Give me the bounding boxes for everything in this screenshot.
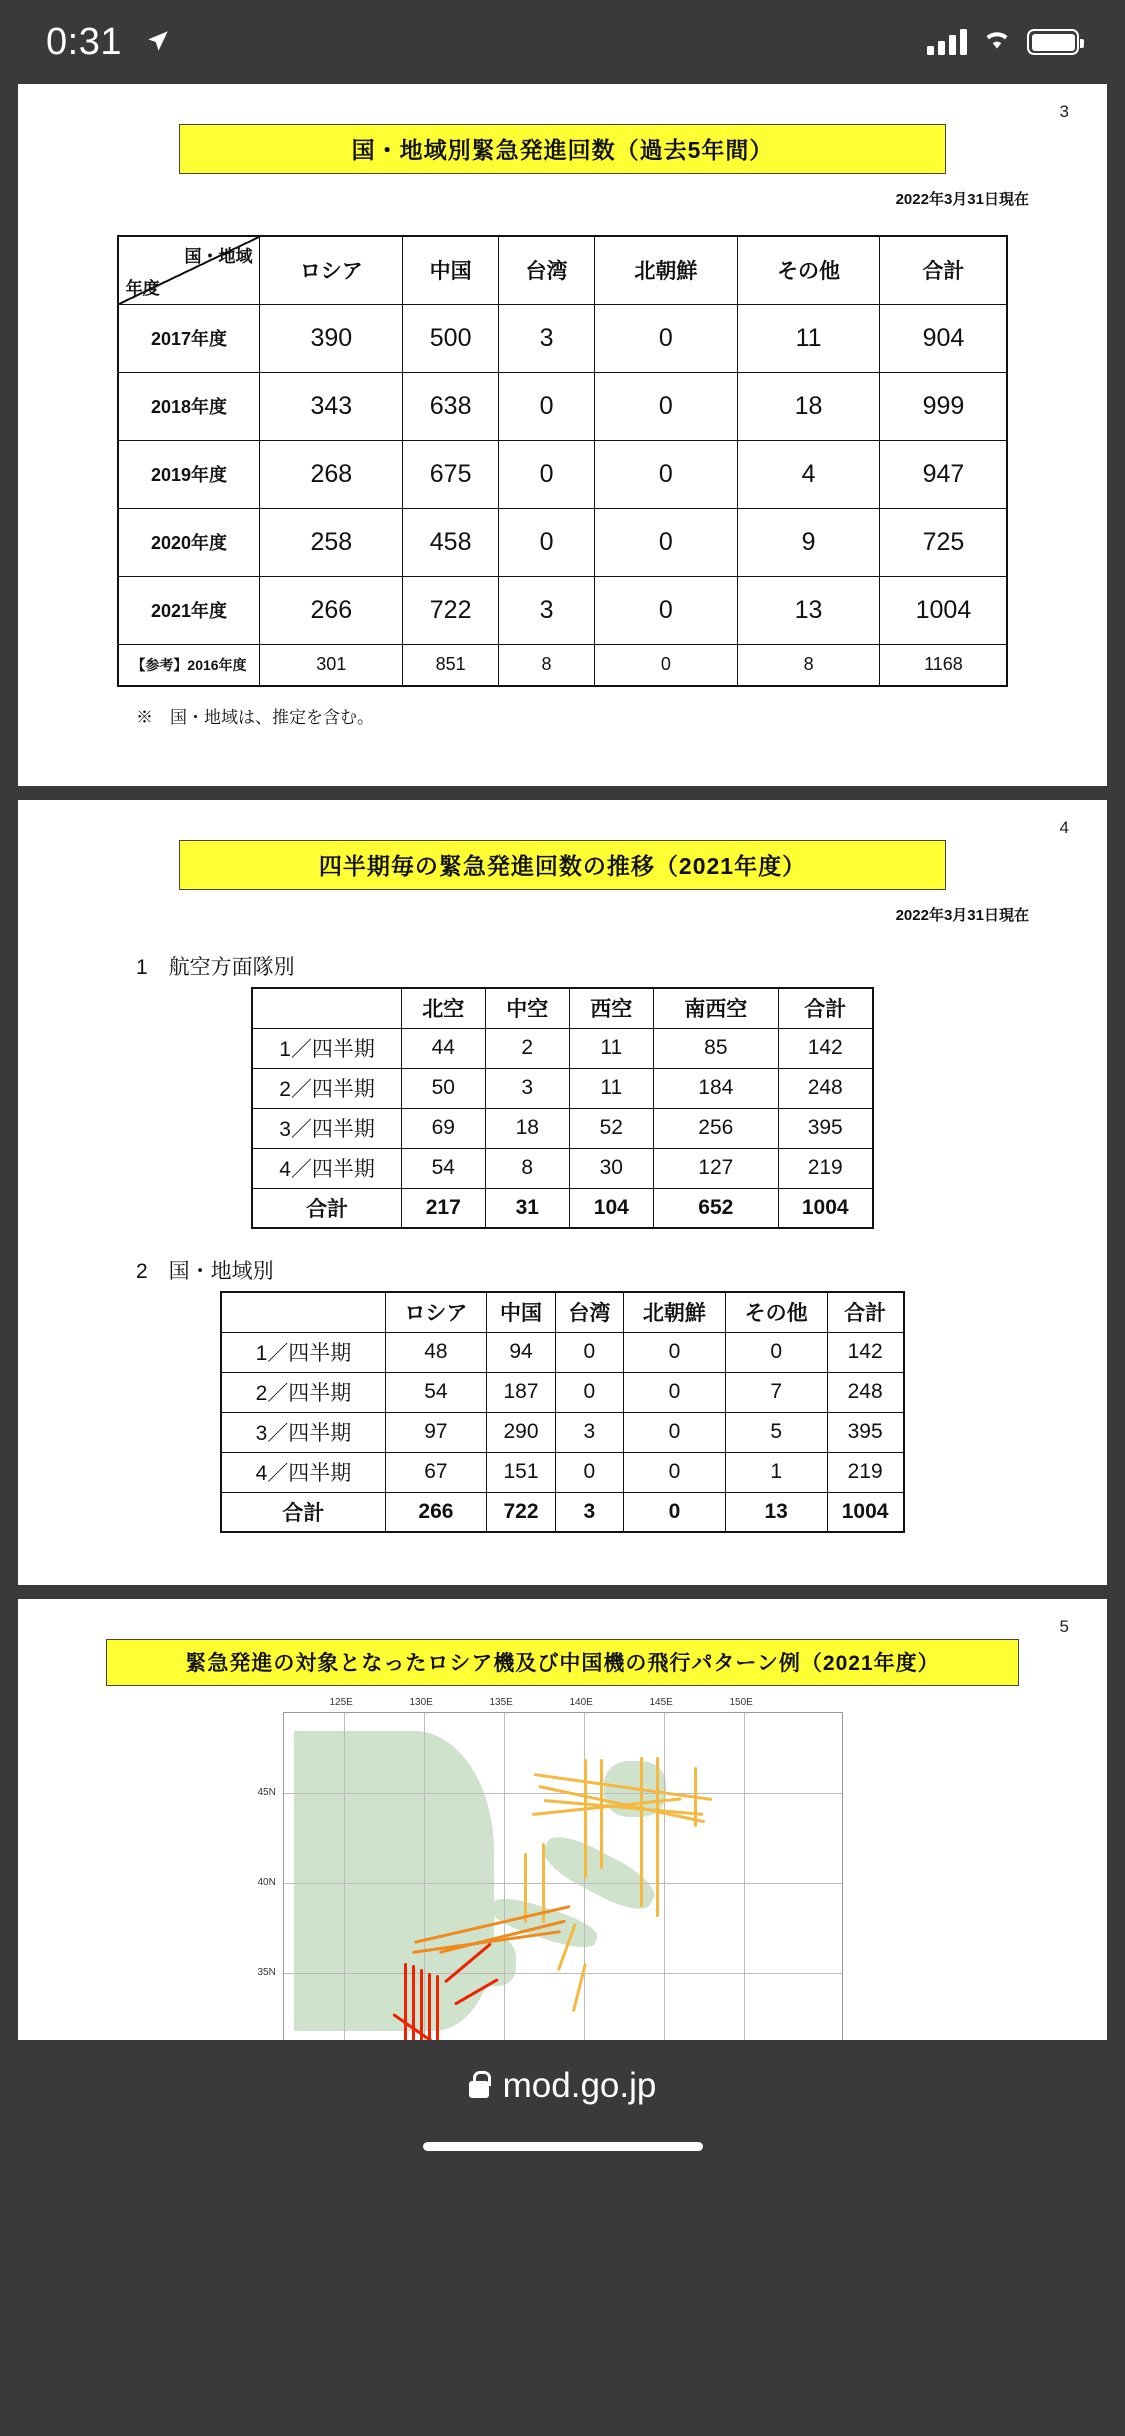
row-label: 2／四半期 — [252, 1068, 401, 1108]
cell: 1004 — [827, 1492, 904, 1532]
flight-track-russia — [640, 1757, 643, 1907]
cell: 343 — [260, 372, 403, 440]
status-time — [46, 21, 171, 64]
cell: 217 — [401, 1188, 485, 1228]
table-total-row — [252, 1188, 872, 1228]
quarterly-by-country-table — [220, 1291, 904, 1533]
pdf-pages — [0, 84, 1125, 2190]
cell: 52 — [569, 1108, 653, 1148]
cell: 219 — [778, 1148, 872, 1188]
table-header-row — [252, 988, 872, 1028]
table-note: ※ 国・地域は、推定を含む。 — [136, 708, 374, 727]
cell: 50 — [401, 1068, 485, 1108]
col-header: 北空 — [401, 988, 485, 1028]
cell: 395 — [778, 1108, 872, 1148]
row-label: 4／四半期 — [252, 1148, 401, 1188]
flight-track-russia — [584, 1759, 587, 1879]
cell: 3 — [555, 1492, 623, 1532]
cell: 458 — [403, 508, 499, 576]
cell: 184 — [653, 1068, 778, 1108]
cell: 0 — [594, 644, 737, 686]
row-label: 合計 — [252, 1188, 401, 1228]
address-bar[interactable] — [469, 2066, 657, 2106]
status-bar — [0, 0, 1125, 84]
cell: 11 — [569, 1028, 653, 1068]
cell: 256 — [653, 1108, 778, 1148]
cell: 395 — [827, 1412, 904, 1452]
col-header: 台湾 — [499, 236, 595, 304]
cell: 18 — [737, 372, 880, 440]
page-title: 国・地域別緊急発進回数（過去5年間） — [179, 124, 946, 174]
table-row — [118, 576, 1008, 644]
cell: 5 — [725, 1412, 827, 1452]
cell: 0 — [624, 1452, 726, 1492]
cell: 7 — [725, 1372, 827, 1412]
cell: 851 — [403, 644, 499, 686]
cell: 0 — [624, 1372, 726, 1412]
cell: 2 — [485, 1028, 569, 1068]
cell: 268 — [260, 440, 403, 508]
corner-label-country: 国・地域 — [184, 247, 253, 266]
col-header: 中国 — [403, 236, 499, 304]
table-row — [118, 508, 1008, 576]
web-page-viewport[interactable] — [0, 84, 1125, 2190]
status-indicators — [927, 28, 1079, 57]
cell: 500 — [403, 304, 499, 372]
table-row — [252, 1108, 872, 1148]
table-corner-cell — [252, 988, 401, 1028]
cell: 638 — [403, 372, 499, 440]
cell: 8 — [737, 644, 880, 686]
table-row — [252, 1068, 872, 1108]
cell: 266 — [260, 576, 403, 644]
table-row — [118, 440, 1008, 508]
cell: 127 — [653, 1148, 778, 1188]
map-lon-label: 130E — [409, 1697, 433, 1708]
cell: 54 — [401, 1148, 485, 1188]
cell: 248 — [778, 1068, 872, 1108]
row-label: 4／四半期 — [221, 1452, 385, 1492]
row-label: 1／四半期 — [221, 1332, 385, 1372]
cellular-bars-icon — [927, 29, 967, 55]
section-2-label: 2 国・地域別 — [136, 1260, 274, 1283]
cell: 0 — [499, 440, 595, 508]
cell: 0 — [594, 372, 737, 440]
table-total-row — [221, 1492, 903, 1532]
cell: 31 — [485, 1188, 569, 1228]
corner-label-year: 年度 — [125, 278, 160, 298]
cell: 3 — [555, 1412, 623, 1452]
row-label: 2017年度 — [118, 304, 260, 372]
row-label: 【参考】2016年度 — [118, 644, 260, 686]
table-row — [221, 1372, 903, 1412]
cell: 48 — [385, 1332, 487, 1372]
flight-track-russia — [694, 1767, 697, 1827]
row-label: 2／四半期 — [221, 1372, 385, 1412]
col-header: 中空 — [485, 988, 569, 1028]
cell: 11 — [737, 304, 880, 372]
col-header: 西空 — [569, 988, 653, 1028]
map-lat-label: 40N — [257, 1877, 276, 1888]
cell: 94 — [487, 1332, 555, 1372]
map-gridline — [284, 1883, 842, 1884]
cell: 675 — [403, 440, 499, 508]
row-label: 2020年度 — [118, 508, 260, 576]
row-label: 3／四半期 — [221, 1412, 385, 1452]
as-of-date: 2022年3月31日現在 — [895, 907, 1029, 924]
pdf-page-4 — [18, 800, 1107, 1585]
cell: 3 — [499, 576, 595, 644]
page-number: 5 — [1059, 1617, 1069, 1636]
col-header: ロシア — [385, 1292, 487, 1332]
cell: 266 — [385, 1492, 487, 1532]
col-header: 南西空 — [653, 988, 778, 1028]
map-lon-label: 150E — [729, 1697, 753, 1708]
cell: 13 — [737, 576, 880, 644]
cell: 0 — [624, 1412, 726, 1452]
cell: 54 — [385, 1372, 487, 1412]
cell: 0 — [555, 1372, 623, 1412]
location-arrow-icon — [145, 21, 171, 64]
cell: 142 — [827, 1332, 904, 1372]
col-header: 合計 — [778, 988, 872, 1028]
col-header: ロシア — [260, 236, 403, 304]
cell: 0 — [594, 440, 737, 508]
status-time-label: 0:31 — [46, 20, 122, 63]
cell: 0 — [624, 1332, 726, 1372]
page-number: 3 — [1059, 102, 1069, 121]
cell: 652 — [653, 1188, 778, 1228]
row-label: 合計 — [221, 1492, 385, 1532]
pdf-page-3 — [18, 84, 1107, 786]
table-corner-cell — [221, 1292, 385, 1332]
cell: 1168 — [880, 644, 1007, 686]
row-label: 1／四半期 — [252, 1028, 401, 1068]
col-header: 合計 — [827, 1292, 904, 1332]
flight-track-russia — [656, 1757, 659, 1917]
cell: 97 — [385, 1412, 487, 1452]
cell: 0 — [624, 1492, 726, 1532]
cell: 248 — [827, 1372, 904, 1412]
cell: 44 — [401, 1028, 485, 1068]
map-lon-label: 125E — [329, 1697, 353, 1708]
table-header-row — [118, 236, 1008, 304]
cell: 187 — [487, 1372, 555, 1412]
as-of-date: 2022年3月31日現在 — [895, 191, 1029, 208]
row-label: 2019年度 — [118, 440, 260, 508]
row-label: 2021年度 — [118, 576, 260, 644]
section-1-label: 1 航空方面隊別 — [136, 956, 295, 979]
cell: 722 — [403, 576, 499, 644]
cell: 67 — [385, 1452, 487, 1492]
cell: 0 — [555, 1332, 623, 1372]
cell: 0 — [594, 576, 737, 644]
cell: 999 — [880, 372, 1007, 440]
col-header: 台湾 — [555, 1292, 623, 1332]
lock-icon — [469, 2081, 489, 2098]
map-lon-label: 135E — [489, 1697, 513, 1708]
flight-track-russia — [600, 1759, 603, 1869]
cell: 1004 — [880, 576, 1007, 644]
page-title: 緊急発進の対象となったロシア機及び中国機の飛行パターン例（2021年度） — [106, 1639, 1019, 1686]
cell: 0 — [725, 1332, 827, 1372]
table-reference-row — [118, 644, 1008, 686]
col-header: 合計 — [880, 236, 1007, 304]
table-row — [252, 1148, 872, 1188]
cell: 0 — [594, 304, 737, 372]
url-label: mod.go.jp — [502, 2066, 657, 2105]
home-indicator[interactable] — [423, 2142, 703, 2151]
cell: 11 — [569, 1068, 653, 1108]
cell: 725 — [880, 508, 1007, 576]
cell: 104 — [569, 1188, 653, 1228]
cell: 0 — [499, 508, 595, 576]
cell: 142 — [778, 1028, 872, 1068]
cell: 151 — [487, 1452, 555, 1492]
map-lat-label: 45N — [257, 1787, 276, 1798]
cell: 0 — [555, 1452, 623, 1492]
table-row — [118, 304, 1008, 372]
map-lon-label: 140E — [569, 1697, 593, 1708]
cell: 85 — [653, 1028, 778, 1068]
map-lon-label: 145E — [649, 1697, 673, 1708]
cell: 1004 — [778, 1188, 872, 1228]
page-number: 4 — [1059, 818, 1069, 837]
cell: 18 — [485, 1108, 569, 1148]
col-header: 北朝鮮 — [624, 1292, 726, 1332]
cell: 904 — [880, 304, 1007, 372]
table-corner-cell — [118, 236, 260, 304]
table-row — [221, 1452, 903, 1492]
table-row — [252, 1028, 872, 1068]
cell: 13 — [725, 1492, 827, 1532]
col-header: 中国 — [487, 1292, 555, 1332]
page-title: 四半期毎の緊急発進回数の推移（2021年度） — [179, 840, 946, 890]
cell: 0 — [594, 508, 737, 576]
cell: 69 — [401, 1108, 485, 1148]
scramble-by-country-table — [117, 235, 1009, 687]
cell: 3 — [485, 1068, 569, 1108]
battery-icon — [1027, 29, 1079, 55]
table-row — [118, 372, 1008, 440]
flight-track-russia — [524, 1853, 527, 1923]
cell: 290 — [487, 1412, 555, 1452]
browser-bottom-bar — [0, 2040, 1125, 2190]
cell: 390 — [260, 304, 403, 372]
cell: 8 — [485, 1148, 569, 1188]
col-header: その他 — [725, 1292, 827, 1332]
table-row — [221, 1412, 903, 1452]
cell: 4 — [737, 440, 880, 508]
col-header: 北朝鮮 — [594, 236, 737, 304]
map-gridline — [284, 1973, 842, 1974]
cell: 8 — [499, 644, 595, 686]
cell: 9 — [737, 508, 880, 576]
table-header-row — [221, 1292, 903, 1332]
cell: 722 — [487, 1492, 555, 1532]
cell: 3 — [499, 304, 595, 372]
col-header: その他 — [737, 236, 880, 304]
cell: 219 — [827, 1452, 904, 1492]
wifi-icon — [981, 28, 1013, 57]
cell: 301 — [260, 644, 403, 686]
table-row — [221, 1332, 903, 1372]
quarterly-by-air-defense-force-table — [251, 987, 873, 1229]
row-label: 2018年度 — [118, 372, 260, 440]
cell: 30 — [569, 1148, 653, 1188]
cell: 0 — [499, 372, 595, 440]
cell: 947 — [880, 440, 1007, 508]
cell: 258 — [260, 508, 403, 576]
cell: 1 — [725, 1452, 827, 1492]
map-lat-label: 35N — [257, 1967, 276, 1978]
row-label: 3／四半期 — [252, 1108, 401, 1148]
